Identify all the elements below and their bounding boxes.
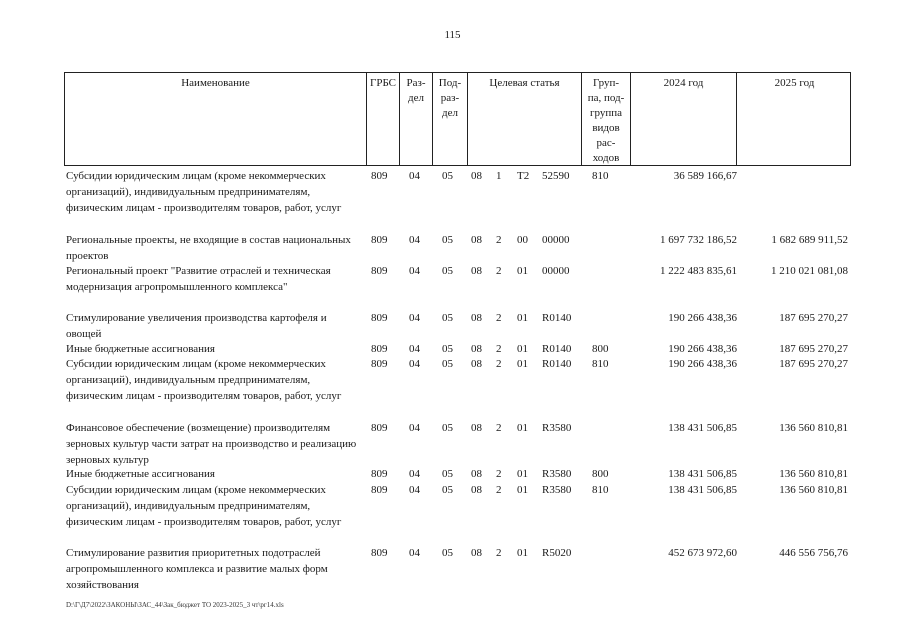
header-podrazdel-line: раз-: [440, 92, 460, 104]
row-podrazdel: 05: [442, 484, 453, 496]
row-name: Региональный проект "Развитие отраслей и техническая модернизация агропромышленного комплекса": [66, 265, 331, 293]
row-name: Иные бюджетные ассигнования: [66, 468, 215, 480]
row-target-direction: 52590: [542, 170, 570, 182]
row-amount-2025: 187 695 270,27: [779, 312, 848, 324]
row-amount-2025: 136 560 810,81: [779, 484, 848, 496]
row-expense-group: 810: [592, 170, 609, 182]
table-header: [64, 72, 851, 166]
row-target-direction: R3580: [542, 484, 572, 496]
row-amount-2024: 138 431 506,85: [668, 484, 737, 496]
row-target-direction: R0140: [542, 358, 572, 370]
header-group-line: группа: [589, 107, 623, 119]
row-target-program: 08: [471, 312, 482, 324]
row-razdel: 04: [409, 358, 420, 370]
row-target-subprogram: 2: [496, 265, 502, 277]
row-target-event: 01: [517, 468, 528, 480]
row-amount-2024: 190 266 438,36: [668, 343, 737, 355]
row-target-event: 01: [517, 265, 528, 277]
row-target-event: 01: [517, 358, 528, 370]
header-grbs: ГРБС: [367, 73, 400, 165]
header-podrazdel-line: дел: [442, 107, 458, 119]
row-razdel: 04: [409, 312, 420, 324]
row-target-program: 08: [471, 468, 482, 480]
row-amount-2025: 187 695 270,27: [779, 343, 848, 355]
header-group-line: Груп-: [592, 77, 620, 89]
header-podrazdel: [433, 73, 468, 165]
row-expense-group: 810: [592, 484, 609, 496]
row-grbs: 809: [371, 312, 388, 324]
row-podrazdel: 05: [442, 170, 453, 182]
row-target-program: 08: [471, 170, 482, 182]
row-podrazdel: 05: [442, 234, 453, 246]
row-target-event: 01: [517, 312, 528, 324]
header-target: Целевая статья: [468, 73, 582, 165]
row-amount-2025: 1 682 689 911,52: [771, 234, 848, 246]
row-amount-2024: 1 222 483 835,61: [660, 265, 737, 277]
row-target-subprogram: 2: [496, 422, 502, 434]
row-target-program: 08: [471, 358, 482, 370]
row-target-program: 08: [471, 343, 482, 355]
row-podrazdel: 05: [442, 312, 453, 324]
row-name: Региональные проекты, не входящие в состав национальных проектов: [66, 234, 351, 262]
header-razdel: [400, 73, 433, 165]
row-expense-group: 810: [592, 358, 609, 370]
row-razdel: 04: [409, 422, 420, 434]
row-amount-2024: 190 266 438,36: [668, 312, 737, 324]
row-razdel: 04: [409, 265, 420, 277]
row-razdel: 04: [409, 484, 420, 496]
row-target-program: 08: [471, 234, 482, 246]
row-target-subprogram: 1: [496, 170, 502, 182]
header-2025: 2025 год: [774, 77, 815, 89]
row-grbs: 809: [371, 484, 388, 496]
header-group-line: па, под-: [587, 92, 625, 104]
row-razdel: 04: [409, 170, 420, 182]
page-number: 115: [444, 29, 461, 41]
row-amount-2024: 190 266 438,36: [668, 358, 737, 370]
row-expense-group: 800: [592, 343, 609, 355]
row-target-event: 01: [517, 422, 528, 434]
row-expense-group: 800: [592, 468, 609, 480]
row-amount-2025: 446 556 756,76: [779, 547, 848, 559]
row-podrazdel: 05: [442, 547, 453, 559]
row-target-subprogram: 2: [496, 547, 502, 559]
row-target-subprogram: 2: [496, 312, 502, 324]
row-podrazdel: 05: [442, 343, 453, 355]
row-target-direction: R3580: [542, 422, 572, 434]
row-podrazdel: 05: [442, 265, 453, 277]
row-target-subprogram: 2: [496, 484, 502, 496]
row-name: Субсидии юридическим лицам (кроме некоммерческих организаций), индивидуальным предпринимателям, физическим лицам - производителям товаров, работ, услуг: [66, 170, 342, 214]
row-amount-2025: 136 560 810,81: [779, 422, 848, 434]
row-target-direction: 00000: [542, 265, 570, 277]
row-target-direction: 00000: [542, 234, 570, 246]
row-grbs: 809: [371, 343, 388, 355]
file-path-footer: D:\Г\Д7\2022\ЗАКОНЫ\ЗАС_44\Зак_бюджет ТО 2023-2025_3 чт\рг14.xls: [66, 601, 284, 609]
row-grbs: 809: [371, 468, 388, 480]
header-group-line: рас-: [596, 137, 616, 149]
row-target-event: 01: [517, 484, 528, 496]
row-podrazdel: 05: [442, 422, 453, 434]
row-target-direction: R0140: [542, 312, 572, 324]
row-razdel: 04: [409, 468, 420, 480]
row-grbs: 809: [371, 170, 388, 182]
row-amount-2024: 138 431 506,85: [668, 422, 737, 434]
row-grbs: 809: [371, 234, 388, 246]
row-target-program: 08: [471, 484, 482, 496]
row-amount-2025: 1 210 021 081,08: [771, 265, 848, 277]
row-target-event: Т2: [517, 170, 530, 182]
row-target-event: 01: [517, 343, 528, 355]
row-amount-2024: 452 673 972,60: [668, 547, 737, 559]
header-group: [582, 73, 631, 165]
row-target-direction: R0140: [542, 343, 572, 355]
header-2024: 2024 год: [631, 73, 737, 165]
row-name: Субсидии юридическим лицам (кроме некоммерческих организаций), индивидуальным предпринимателям, физическим лицам - производителям товаров, работ, услуг: [66, 358, 342, 402]
row-grbs: 809: [371, 358, 388, 370]
row-amount-2024: 1 697 732 186,52: [660, 234, 737, 246]
row-name: Стимулирование увеличения производства картофеля и овощей: [66, 312, 327, 340]
row-target-direction: R5020: [542, 547, 572, 559]
row-amount-2024: 138 431 506,85: [668, 468, 737, 480]
row-name: Финансовое обеспечение (возмещение) производителям зерновых культур части затрат на производство и реализацию зерновых культур: [66, 422, 357, 466]
row-razdel: 04: [409, 343, 420, 355]
row-razdel: 04: [409, 234, 420, 246]
header-group-line: ходов: [592, 152, 620, 164]
row-amount-2025: 136 560 810,81: [779, 468, 848, 480]
row-amount-2025: 187 695 270,27: [779, 358, 848, 370]
row-podrazdel: 05: [442, 358, 453, 370]
row-podrazdel: 05: [442, 468, 453, 480]
row-name: Стимулирование развития приоритетных подотраслей агропромышленного комплекса и развитие малых форм хозяйствования: [66, 547, 328, 591]
header-razdel-line: дел: [408, 92, 424, 104]
row-target-subprogram: 2: [496, 343, 502, 355]
row-target-program: 08: [471, 422, 482, 434]
row-name: Субсидии юридическим лицам (кроме некоммерческих организаций), индивидуальным предпринимателям, физическим лицам - производителям товаров, работ, услуг: [66, 484, 342, 528]
row-name: Иные бюджетные ассигнования: [66, 343, 215, 355]
header-podrazdel-line: Под-: [438, 77, 462, 89]
row-target-direction: R3580: [542, 468, 572, 480]
row-razdel: 04: [409, 547, 420, 559]
row-target-event: 00: [517, 234, 528, 246]
header-group-line: видов: [592, 122, 620, 134]
row-target-program: 08: [471, 265, 482, 277]
row-grbs: 809: [371, 547, 388, 559]
header-name: Наименование: [65, 73, 367, 165]
row-target-program: 08: [471, 547, 482, 559]
row-target-event: 01: [517, 547, 528, 559]
row-target-subprogram: 2: [496, 234, 502, 246]
row-target-subprogram: 2: [496, 358, 502, 370]
row-target-subprogram: 2: [496, 468, 502, 480]
row-grbs: 809: [371, 422, 388, 434]
header-razdel-line: Раз-: [406, 77, 426, 89]
row-grbs: 809: [371, 265, 388, 277]
row-amount-2024: 36 589 166,67: [673, 170, 737, 182]
